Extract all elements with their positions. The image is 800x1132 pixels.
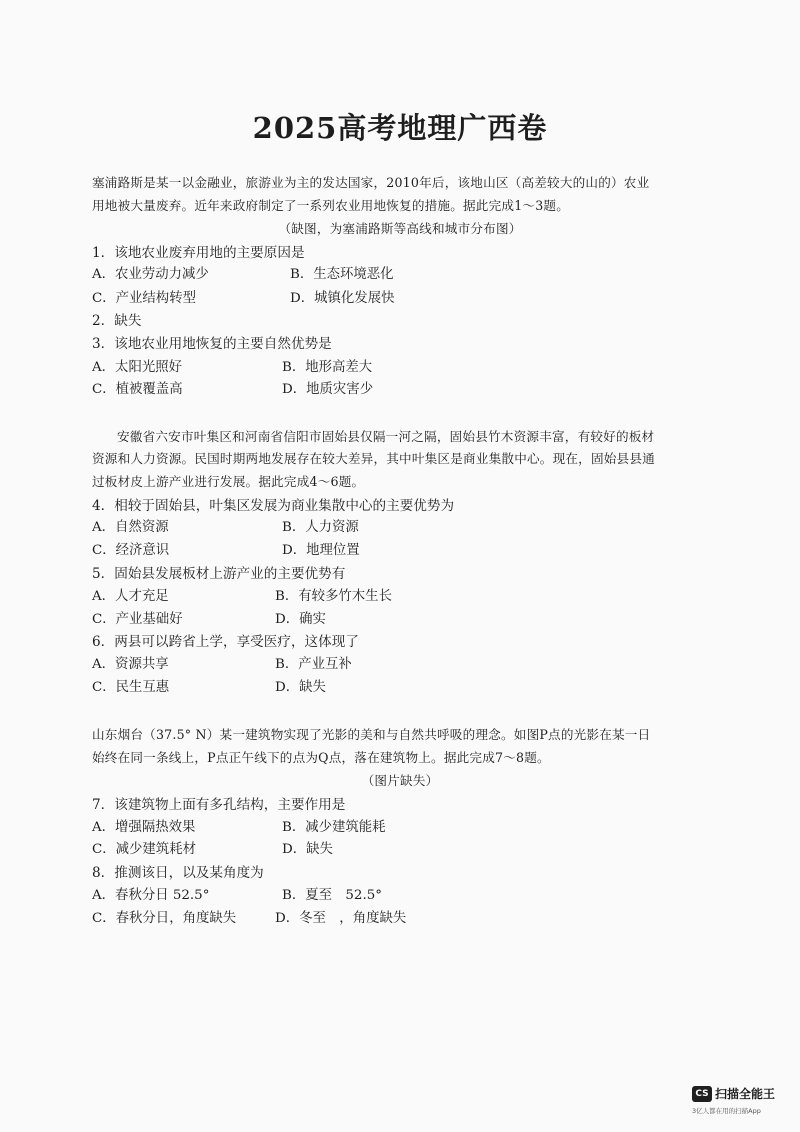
q2-stem: 2．缺失 bbox=[92, 313, 142, 329]
q6-option-c: C．民生互惠 bbox=[92, 680, 170, 695]
q5-option-a: A．人才充足 bbox=[92, 589, 169, 604]
watermark-app-name: 扫描全能王 bbox=[715, 1087, 776, 1101]
section1-figure-caption: （缺图，为塞浦路斯等高线和城市分布图） bbox=[278, 221, 522, 236]
q8-option-a: A．春秋分日 52.5° bbox=[92, 888, 210, 903]
q3-stem: 3．该地农业用地恢复的主要自然优势是 bbox=[92, 336, 332, 352]
q4-option-a: A．自然资源 bbox=[92, 520, 169, 535]
q1-stem: 1．该地农业废弃用地的主要原因是 bbox=[92, 245, 305, 261]
q6-stem: 6．两县可以跨省上学，享受医疗，这体现了 bbox=[92, 634, 359, 650]
q4-option-d: D．地理位置 bbox=[282, 543, 360, 558]
q5-option-c: C．产业基础好 bbox=[92, 612, 183, 627]
section3-intro-line-2: 始终在同一条线上，P点正午线下的点为Q点，落在建筑物上。据此完成7～8题。 bbox=[92, 750, 550, 765]
q7-option-a: A．增强隔热效果 bbox=[92, 820, 196, 835]
q8-option-d: D．冬至 ，角度缺失 bbox=[275, 911, 407, 926]
watermark-tagline: 3亿人都在用的扫描App bbox=[692, 1107, 761, 1115]
q1-option-a: A．农业劳动力减少 bbox=[92, 267, 209, 282]
q1-option-d: D．城镇化发展快 bbox=[290, 291, 395, 306]
q6-option-a: A．资源共享 bbox=[92, 657, 169, 672]
scanner-watermark bbox=[692, 1086, 792, 1126]
q5-stem: 5．固始县发展板材上游产业的主要优势有 bbox=[92, 566, 346, 582]
q7-option-b: B．减少建筑能耗 bbox=[282, 820, 386, 835]
section3-intro-line-1: 山东烟台（37.5° N）某一建筑物实现了光影的美和与自然共呼吸的理念。如图P点的光影在某一日 bbox=[92, 727, 651, 742]
q1-option-b: B．生态环境恶化 bbox=[290, 267, 394, 282]
q4-option-c: C．经济意识 bbox=[92, 543, 170, 558]
section2-intro-line-2: 资源和人力资源。民国时期两地发展存在较大差异，其中叶集区是商业集散中心。现在，固始县县通 bbox=[92, 451, 655, 466]
q6-option-b: B．产业互补 bbox=[275, 657, 352, 672]
q8-option-b: B．夏至 52.5° bbox=[282, 888, 382, 903]
q5-option-d: D．确实 bbox=[275, 612, 326, 627]
section1-intro-line-2: 用地被大量废弃。近年来政府制定了一系列农业用地恢复的措施。据此完成1～3题。 bbox=[92, 198, 569, 213]
q7-option-d: D．缺失 bbox=[282, 842, 333, 857]
q8-stem: 8．推测该日，以及某角度为 bbox=[92, 865, 264, 881]
q6-option-d: D．缺失 bbox=[275, 680, 326, 695]
q4-option-b: B．人力资源 bbox=[282, 520, 359, 535]
page-title: 2025高考地理广西卷 bbox=[252, 111, 548, 145]
q7-stem: 7．该建筑物上面有多孔结构，主要作用是 bbox=[92, 797, 346, 813]
section2-intro-line-3: 过板材皮上游产业进行发展。据此完成4～6题。 bbox=[92, 474, 365, 489]
q3-option-a: A．太阳光照好 bbox=[92, 360, 183, 375]
q1-option-c: C．产业结构转型 bbox=[92, 291, 196, 306]
section3-figure-caption: （图片缺失） bbox=[361, 773, 439, 788]
q3-option-c: C．植被覆盖高 bbox=[92, 382, 183, 397]
q3-option-d: D．地质灾害少 bbox=[282, 382, 374, 397]
section2-intro-line-1: 安徽省六安市叶集区和河南省信阳市固始县仅隔一河之隔，固始县竹木资源丰富，有较好的板材 bbox=[117, 429, 655, 444]
q5-option-b: B．有较多竹木生长 bbox=[275, 589, 392, 604]
q4-stem: 4．相较于固始县，叶集区发展为商业集散中心的主要优势为 bbox=[92, 498, 455, 514]
q3-option-b: B．地形高差大 bbox=[282, 360, 373, 375]
q7-option-c: C．减少建筑耗材 bbox=[92, 842, 196, 857]
section1-intro-line-1: 塞浦路斯是某一以金融业，旅游业为主的发达国家，2010年后，该地山区（高差较大的山的）农业 bbox=[92, 175, 650, 190]
q8-option-c: C．春秋分日，角度缺失 bbox=[92, 911, 237, 926]
camscanner-logo-icon: CS bbox=[692, 1086, 712, 1102]
